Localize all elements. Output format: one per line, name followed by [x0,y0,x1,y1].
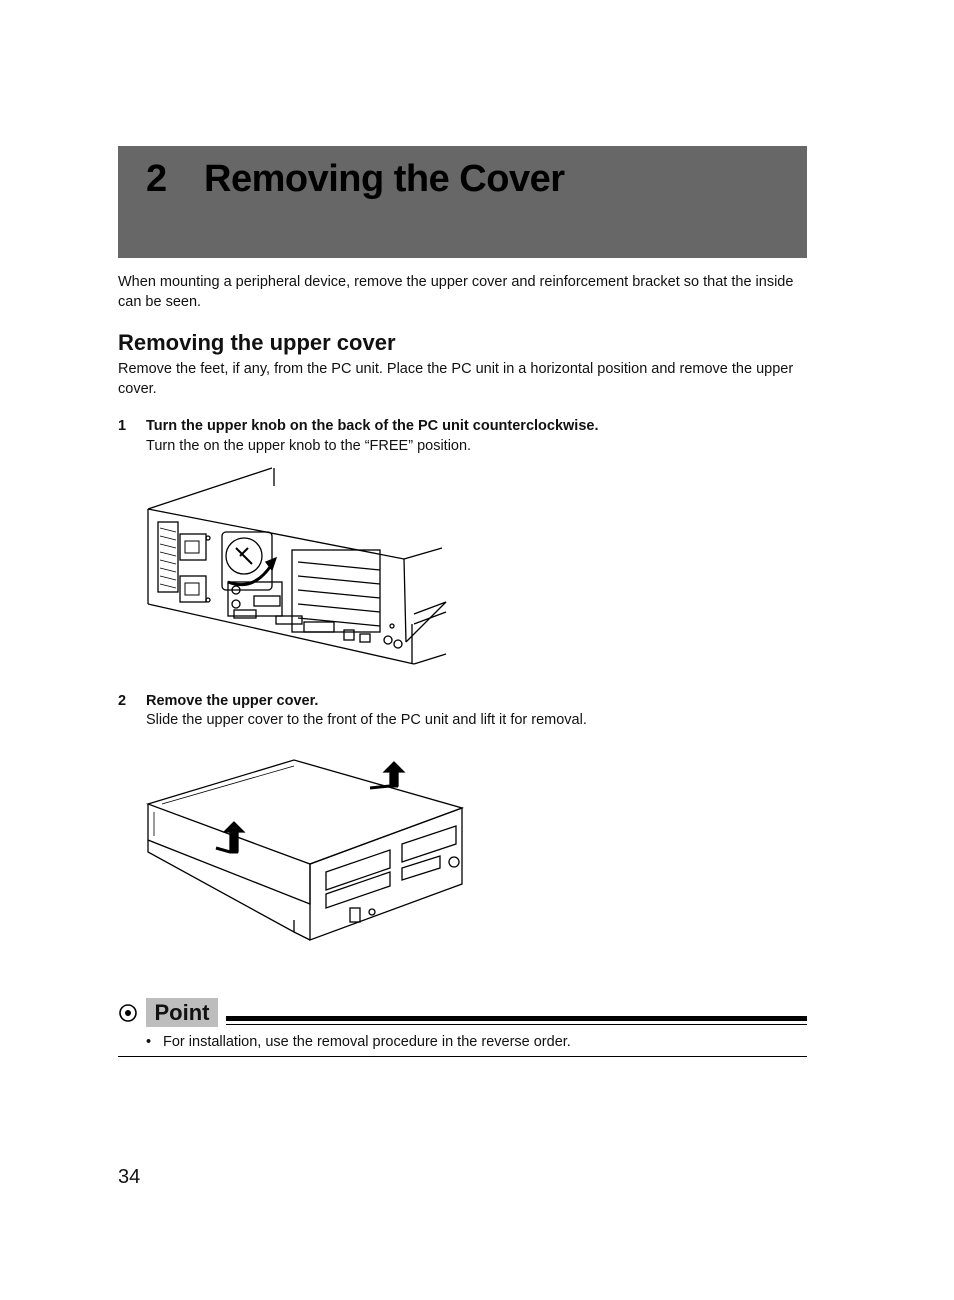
point-list-item [146,1034,571,1050]
point-label: Point [146,998,218,1027]
page-number: 34 [118,1166,141,1188]
point-item-text: For installation, use the removal procedure in the reverse order. [163,1034,571,1050]
chapter-title: Removing the Cover [204,158,565,200]
rear-panel-figure [144,464,450,670]
step-2-description: Slide the upper cover to the front of the PC unit and lift it for removal. [146,712,587,728]
step-2-number: 2 [118,693,127,709]
point-target-icon [118,1003,138,1023]
section-body: Remove the feet, if any, from the PC unit. Place the PC unit in a horizontal position and remove the upper cover. [118,361,794,397]
intro-paragraph: When mounting a peripheral device, remove the upper cover and reinforcement bracket so that the inside can be seen. [118,274,794,310]
step-1-description: Turn the on the upper knob to the “FREE” position. [146,438,472,454]
step-2-title: Remove the upper cover. [146,693,319,709]
section-heading: Removing the upper cover [118,330,396,355]
chapter-number: 2 [146,158,167,200]
point-divider-thick [226,1016,807,1021]
chapter-banner [118,146,807,258]
step-1-number: 1 [118,418,127,434]
upper-cover-figure [144,752,474,958]
point-divider-thin [226,1024,807,1025]
point-bottom-divider [118,1056,807,1057]
bullet: • [146,1034,152,1050]
step-1-title: Turn the upper knob on the back of the PC unit counterclockwise. [146,418,599,434]
